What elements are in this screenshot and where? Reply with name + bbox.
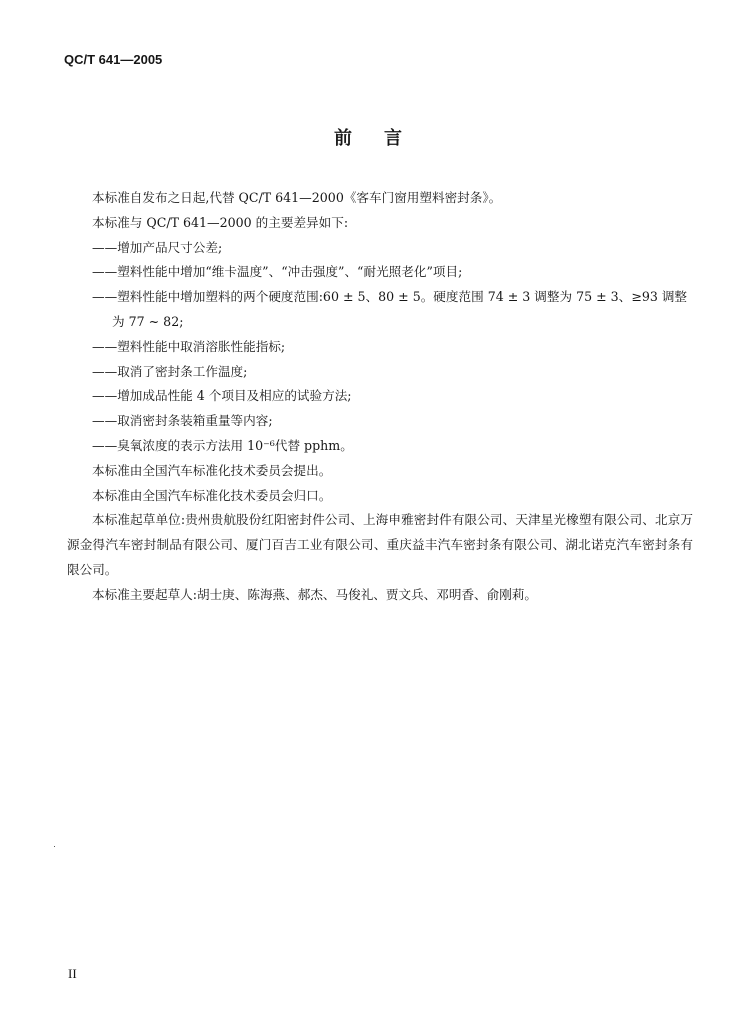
list-item: ——取消密封条装箱重量等内容;: [92, 413, 273, 429]
paragraph-proposed-by: 本标准由全国汽车标准化技术委员会提出。: [92, 462, 332, 478]
paragraph-centralized-by: 本标准由全国汽车标准化技术委员会归口。: [92, 487, 332, 503]
list-item: ——塑料性能中取消溶胀性能指标;: [92, 338, 286, 354]
list-item: ——臭氧浓度的表示方法用 10⁻⁶代替 pphm。: [92, 437, 353, 453]
page-title: 前言: [334, 128, 434, 149]
list-item: ——塑料性能中增加“维卡温度”、“冲击强度”、“耐光照老化”项目;: [92, 264, 463, 280]
list-item: ——取消了密封条工作温度;: [92, 363, 248, 379]
scan-speck: [54, 846, 55, 847]
standard-code: QC/T 641—2005: [64, 52, 163, 67]
page-number: II: [68, 966, 77, 981]
paragraph-differences-intro: 本标准与 QC/T 641—2000 的主要差异如下:: [92, 214, 349, 230]
list-item: ——增加产品尺寸公差;: [92, 239, 223, 255]
list-item: ——塑料性能中增加塑料的两个硬度范围:60 ± 5、80 ± 5。硬度范围 74 ± 3 调整为 75 ± 3、≥93 调整为 77 ~ 82;: [92, 289, 688, 329]
list-item: ——增加成品性能 4 个项目及相应的试验方法;: [92, 388, 352, 404]
paragraph-drafters: 本标准主要起草人:胡士庚、陈海燕、郝杰、马俊礼、贾文兵、邓明香、俞刚莉。: [92, 586, 538, 602]
paragraph-supersedes: 本标准自发布之日起,代替 QC/T 641—2000《客车门窗用塑料密封条》。: [92, 190, 502, 205]
paragraph-drafting-units: 本标准起草单位:贵州贵航股份红阳密封件公司、上海申雅密封件有限公司、天津星光橡塑有限公司、北京万源金得汽车密封制品有限公司、厦门百吉工业有限公司、重庆益丰汽车密封条有限公司、湖北诺克汽车密封条有限公司。: [67, 512, 693, 577]
foreword-body: [67, 186, 693, 608]
